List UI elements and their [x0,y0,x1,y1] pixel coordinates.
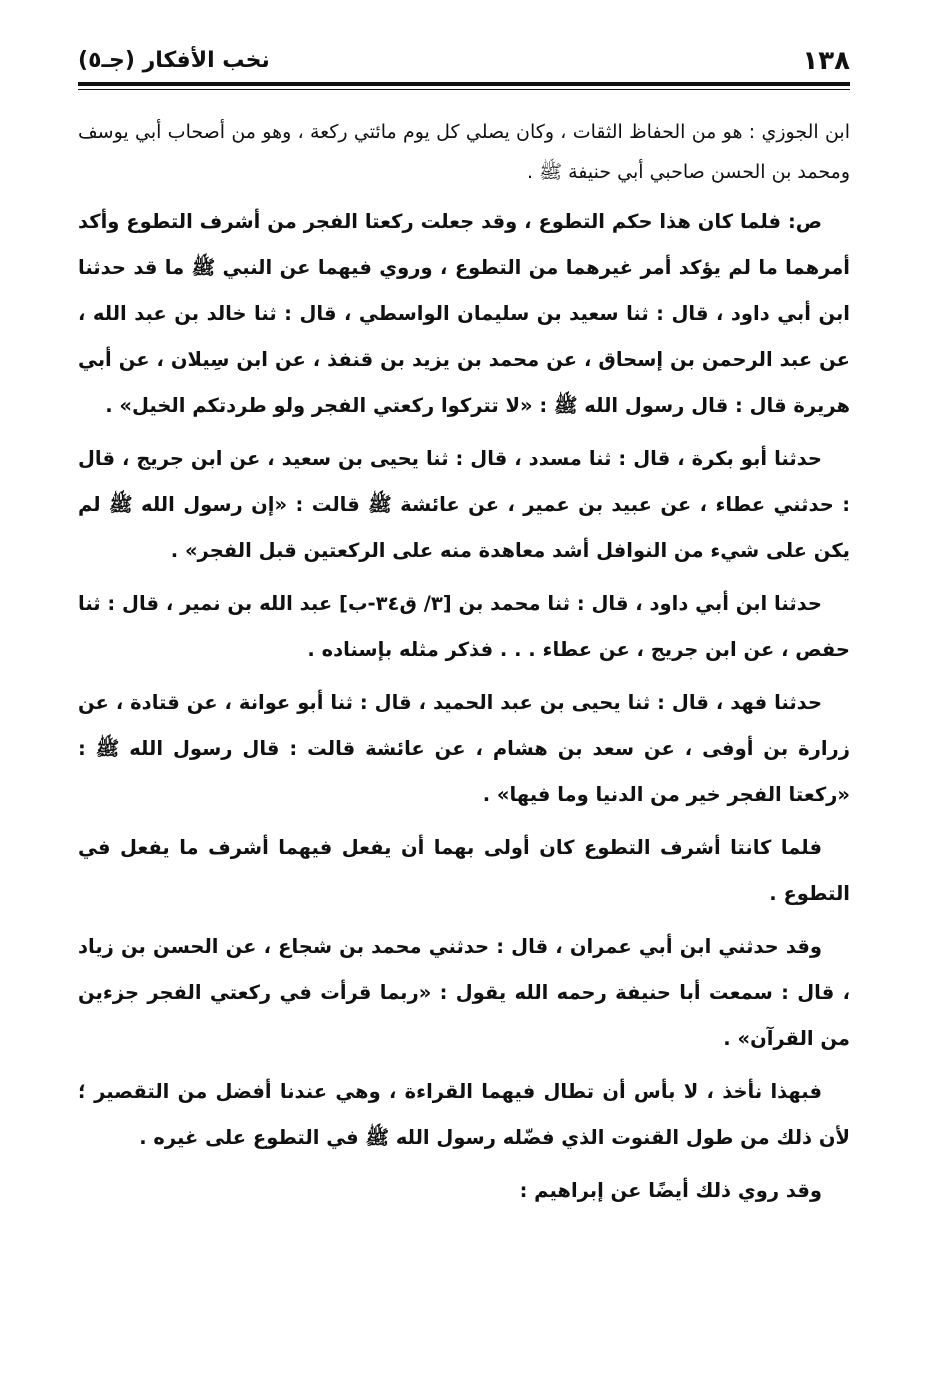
paragraph-text: حدثنا ابن أبي داود ، قال : ثنا محمد بن [٣/ ق٣٤-ب] عبد الله بن نمير ، قال : ثنا حفص ، عن ابن جريج ، عن عطاء . . . فذكر مثله بإسناده . [78,592,850,661]
paragraph-text: فلما كانتا أشرف التطوع كان أولى بهما أن يفعل فيهما أشرف ما يفعل في التطوع . [78,836,850,905]
paragraph-text: فلما كان هذا حكم التطوع ، وقد جعلت ركعتا الفجر من أشرف التطوع وأكد أمرهما ما لم يؤكد أمر غيرهما من التطوع ، وروي فيهما عن النبي ﷺ ما قد حدثنا ابن أبي داود ، قال : ثنا سعيد بن سليمان الواسطي ، قال : ثنا خالد بن عبد الله ، عن عبد الرحمن بن إسحاق ، عن محمد بن يزيد بن قنفذ ، عن ابن سِيلان ، عن أبي هريرة قال : قال رسول الله ﷺ : «لا تتركوا ركعتي الفجر ولو طردتكم الخيل» . [78,210,850,417]
page-body [78,112,850,1214]
paragraph-text: وقد روي ذلك أيضًا عن إبراهيم : [519,1179,822,1202]
paragraph-biography [78,112,850,192]
paragraph-ruling [78,1069,850,1161]
header-rule-thin [78,89,850,90]
paragraph-abu-hanifa [78,924,850,1062]
paragraph-hadith-fahd [78,680,850,818]
paragraph-text: حدثنا فهد ، قال : ثنا يحيى بن عبد الحميد ، قال : ثنا أبو عوانة ، عن قتادة ، عن زرارة بن أوفى ، عن سعد بن هشام ، عن عائشة قالت : قال رسول الله ﷺ : «ركعتا الفجر خير من الدنيا وما فيها» . [78,691,850,806]
paragraph-text: وقد حدثني ابن أبي عمران ، قال : حدثني محمد بن شجاع ، عن الحسن بن زياد ، قال : سمعت أبا حنيفة رحمه الله يقول : «ربما قرأت في ركعتي الفجر جزءين من القرآن» . [78,935,850,1050]
book-page [78,40,850,1348]
paragraph-conclusion [78,825,850,917]
page-number: ١٣٨ [802,46,850,76]
paragraph-main-text [78,199,850,429]
paragraph-hadith-abu-bakra [78,436,850,574]
paragraph-text: ابن الجوزي : هو من الحفاظ الثقات ، وكان يصلي كل يوم مائتي ركعة ، وهو من أصحاب أبي يوسف ومحمد بن الحسن صاحبي أبي حنيفة ﷺ . [78,121,850,183]
paragraph-text: حدثنا أبو بكرة ، قال : ثنا مسدد ، قال : ثنا يحيى بن سعيد ، عن ابن جريج ، قال : حدثني عطاء ، عن عبيد بن عمير ، عن عائشة ﷺ قالت : «إن رسول الله ﷺ لم يكن على شيء من النوافل أشد معاهدة منه على الركعتين قبل الفجر» . [78,447,850,562]
paragraph-text: فبهذا نأخذ ، لا بأس أن تطال فيهما القراءة ، وهي عندنا أفضل من التقصير ؛ لأن ذلك من طول القنوت الذي فضّله رسول الله ﷺ في التطوع على غيره . [78,1080,850,1149]
header-rule-thick [78,82,850,86]
running-header [78,40,850,76]
paragraph-ibrahim [78,1168,850,1214]
book-title: نخب الأفكار (جـ٥) [78,48,270,73]
paragraph-hadith-ibn-abi-dawud [78,581,850,673]
text-marker: ص: [787,210,822,233]
